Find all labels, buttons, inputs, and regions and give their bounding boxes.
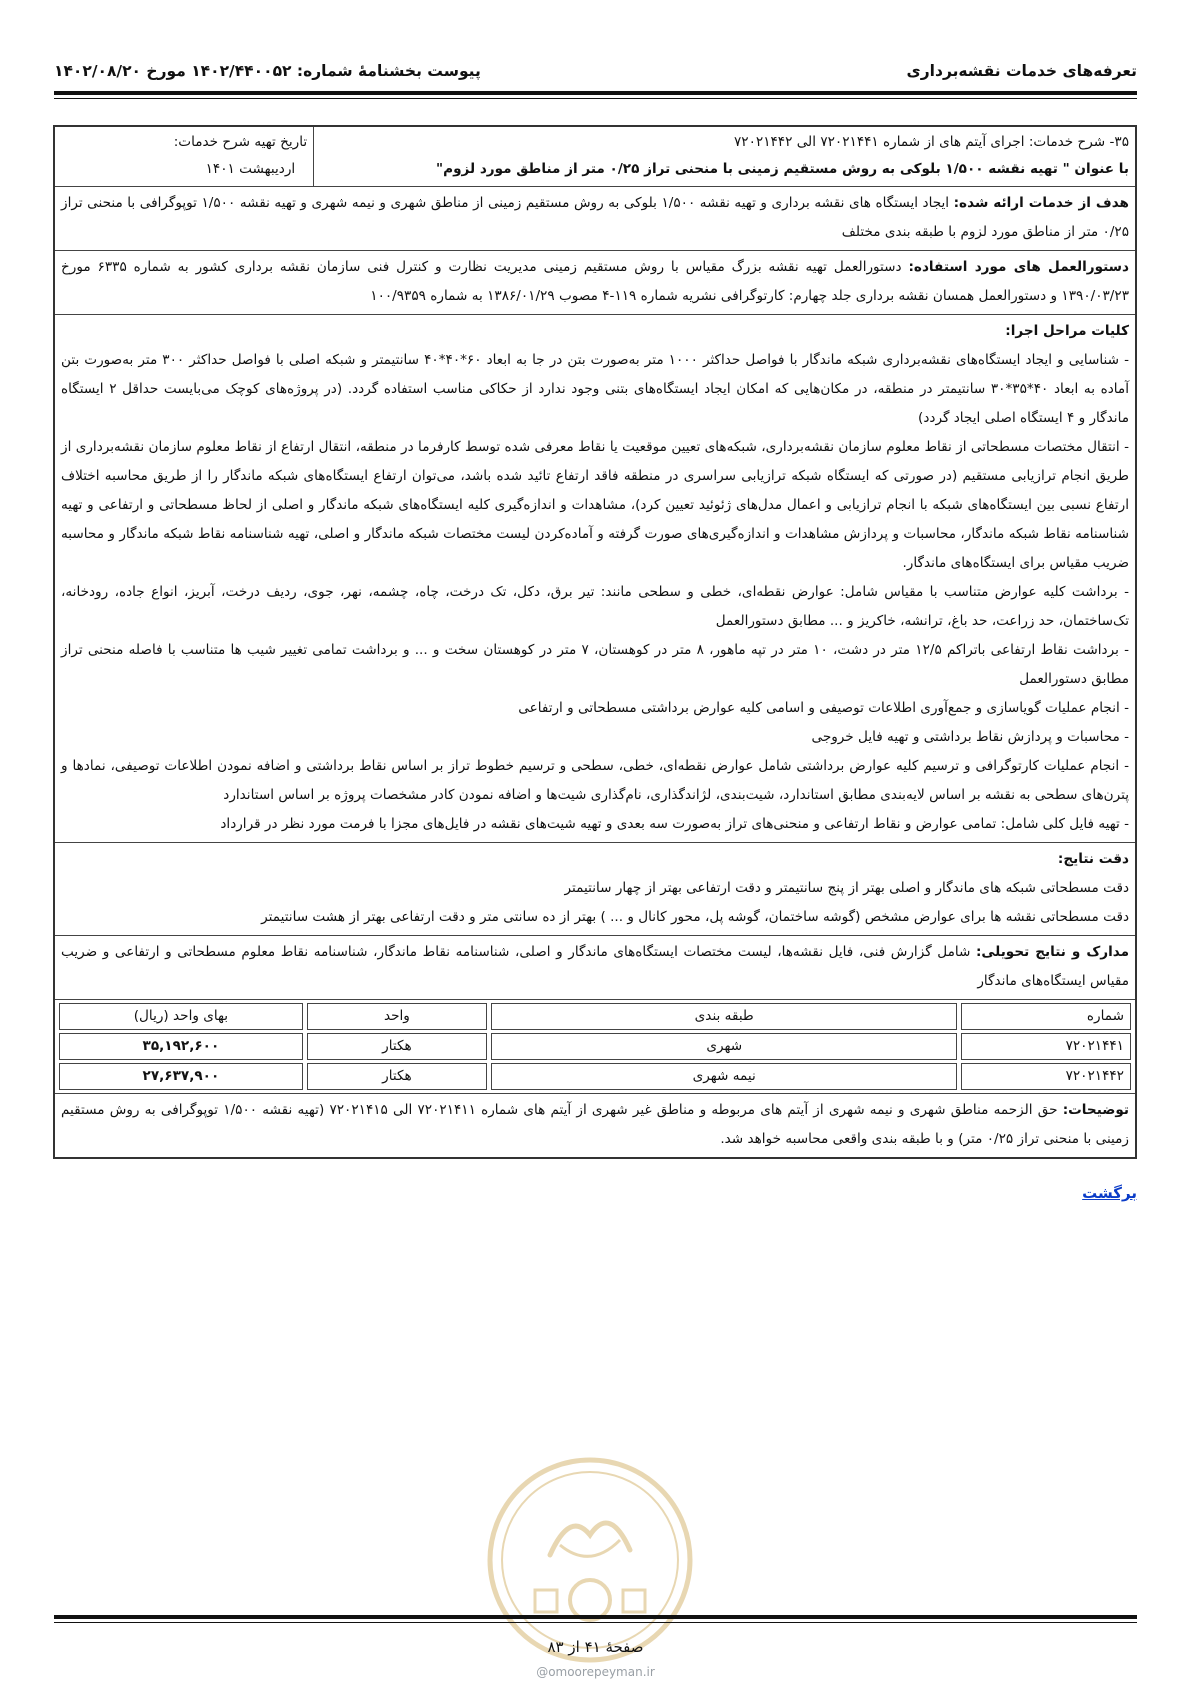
notes-label: توضیحات: xyxy=(1062,1102,1130,1118)
deliverables-text: شامل گزارش فنی، فایل نقشه‌ها، لیست مختصات ایستگاه‌های ماندگار و اصلی، شناسنامه نقاط ماندگار، شناسنامه نقاط معلوم مسطحاتی و ارتفاعی و ضریب مقیاس ایستگاه‌های ماندگار xyxy=(61,944,1129,989)
rates-header-unit: واحد xyxy=(307,1003,487,1030)
header-rule-thin xyxy=(54,98,1137,99)
step-item: - شناسایی و ایجاد ایستگاه‌های نقشه‌برداری شبکه ماندگار با فواصل حداکثر ۱۰۰۰ متر به‌صورت بتن در جا به ابعاد ۶۰*۴۰*۴۰ سانتیمتر و شبکه اصلی با فواصل حداکثر ۳۰۰ متر به‌صورت بتن آماده به ابعاد ۴۰*۳۵*۳۰ سانتیمتر در منطقه، در مکان‌هایی که امکان ایجاد ایستگاه‌های بتنی وجود ندارد از حکاکی مناسب استفاده گردد. (در پروژه‌های کوچک می‌بایست حداقل ۲ ایستگاه ماندگار و ۴ ایستگاه اصلی ایجاد گردد) xyxy=(61,352,1129,426)
rates-header-price: بهای واحد (ریال) xyxy=(59,1003,303,1030)
deliverables-label: مدارک و نتایج تحویلی: xyxy=(975,944,1129,960)
rates-header-number: شماره xyxy=(961,1003,1131,1030)
rate-classification: شهری xyxy=(491,1033,957,1060)
seal-icon xyxy=(480,1450,700,1670)
accuracy-item: دقت مسطحاتی شبکه های ماندگار و اصلی بهتر از پنج سانتیمتر و دقت ارتفاعی بهتر از چهار سانتیمتر xyxy=(564,880,1129,896)
service-number: ۳۵- شرح خدمات: اجرای آیتم های از شماره ۷۲۰۲۱۴۴۱ الی ۷۲۰۲۱۴۴۲ xyxy=(733,134,1129,150)
steps-label: کلیات مراحل اجرا: xyxy=(1005,323,1129,339)
instructions-row xyxy=(54,251,1136,315)
step-item: - انجام عملیات کارتوگرافی و ترسیم کلیه عوارض برداشتی شامل عوارض نقطه‌ای، خطی، سطحی و ترسیم خطوط تراز بر اساس نقاط برداشتی و اضافه نمودن اطلاعات توصیفی، نمادها و پترن‌های سطحی به نقشه بر اساس لایه‌بندی مطابق استاندارد، شیت‌بندی، لژاندگذاری، نام‌گذاری شیت‌ها و اضافه نمودن کادر مشخصات پروژه بر اساس استاندارد xyxy=(61,758,1129,803)
notes-text: حق الزحمه مناطق شهری و نیمه شهری از آیتم های مربوطه و مناطق غیر شهری از آیتم های شماره ۷۲۰۲۱۴۱۱ الی ۷۲۰۲۱۴۱۵ (تهیه نقشه ۱/۵۰۰ توپوگرافی به روش مستقیم زمینی با منحنی تراز ۰/۲۵ متر) و با طبقه بندی واقعی محاسبه خواهد شد. xyxy=(61,1102,1129,1147)
service-description-cell xyxy=(314,126,1136,187)
step-item: - تهیه فایل کلی شامل: تمامی عوارض و نقاط ارتفاعی و منحنی‌های تراز به‌صورت سه بعدی و تهیه شیت‌های نقشه در فایل‌های مجزا با فرمت مورد نظر در قرارداد xyxy=(220,816,1129,832)
deliverables-row xyxy=(54,936,1136,1000)
rates-header-class: طبقه بندی xyxy=(491,1003,957,1030)
notes-cell xyxy=(54,1094,1136,1159)
goal-row xyxy=(54,187,1136,251)
service-table xyxy=(53,125,1137,1159)
instructions-cell xyxy=(54,251,1136,315)
watermark-seal xyxy=(480,1450,700,1670)
header-rule-thick xyxy=(54,91,1137,95)
service-title-row xyxy=(54,126,1136,187)
service-date-value: اردیبهشت ۱۴۰۱ xyxy=(205,161,296,177)
steps-cell xyxy=(54,315,1136,843)
page-header xyxy=(54,58,1137,88)
accuracy-label: دقت نتایج: xyxy=(1057,851,1129,867)
step-item: - انجام عملیات گویاسازی و جمع‌آوری اطلاعات توصیفی و اسامی کلیه عوارض برداشتی مسطحاتی و ارتفاعی xyxy=(518,700,1129,716)
goal-cell xyxy=(54,187,1136,251)
service-date-label: تاریخ تهیه شرح خدمات: xyxy=(173,134,308,150)
rates-row xyxy=(54,1000,1136,1094)
steps-row xyxy=(54,315,1136,843)
goal-label: هدف از خدمات ارائه شده: xyxy=(953,195,1129,211)
goal-text: ایجاد ایستگاه های نقشه برداری و تهیه نقشه ۱/۵۰۰ بلوکی به روش مستقیم زمینی از مناطق شهری و نیمه شهری و تهیه نقشه ۱/۵۰۰ توپوگرافی با منحنی تراز ۰/۲۵ متر از مناطق مورد لزوم با طبقه بندی مختلف xyxy=(61,195,1129,240)
step-item: - انتقال مختصات مسطحاتی از نقاط معلوم سازمان نقشه‌برداری، شبکه‌های تعیین موقعیت یا نقاط معرفی شده توسط کارفرما در منطقه، انتقال ارتفاع از نقاط معلوم سازمان نقشه‌برداری از طریق انجام ترازیابی مستقیم (در صورتی که ایستگاه شبکه ترازیابی سراسری در منطقه فاقد ارتفاع تائید شده باشد، می‌توان ارتفاع ایستگاه‌های شبکه ماندگار را از طریق محاسبه اختلاف ارتفاع نسبی بین ایستگاه‌های شبکه با انجام ترازیابی و اعمال مدل‌های ژئوئید تعیین کرد)، مشاهدات و اندازه‌گیری کلیه ایستگاه‌های شبکه ماندگار و اصلی از لحاظ مسطحاتی و ارتفاعی و تهیه شناسنامه نقاط شبکه ماندگار، محاسبات و پردازش مشاهدات و اندازه‌گیری‌های صورت گرفته و آماده‌کردن لیست مختصات شبکه ماندگار و اصلی، تهیه شناسنامه نقاط شبکه ماندگار و محاسبه ضریب مقیاس برای ایستگاه‌های ماندگار. xyxy=(61,439,1129,571)
document-title: تعرفه‌های خدمات نقشه‌برداری xyxy=(906,62,1137,80)
instructions-label: دستورالعمل های مورد استفاده: xyxy=(908,259,1129,275)
rates-cell xyxy=(54,1000,1136,1094)
step-item: - برداشت کلیه عوارض متناسب با مقیاس شامل: عوارض نقطه‌ای، خطی و سطحی مانند: تیر برق، دکل، تک درخت، چاه، چشمه، نهر، جوی، ردیف درخت، آبریز، انواع جاده، رودخانه، تک‌ساختمان، حد زراعت، حد باغ، ترانشه، خاکریز و ... مطابق دستورالعمل xyxy=(61,584,1129,629)
rate-price: ۳۵,۱۹۲,۶۰۰ xyxy=(59,1033,303,1060)
notes-row xyxy=(54,1094,1136,1159)
accuracy-row xyxy=(54,843,1136,936)
service-date-cell xyxy=(54,126,314,187)
footer-rule-thick xyxy=(54,1615,1137,1619)
site-watermark: @omoorepeyman.ir xyxy=(536,1665,655,1679)
circular-reference: پیوست بخشنامهٔ شماره: ۱۴۰۲/۴۴۰۰۵۲ مورخ ۱۴۰۲/۰۸/۲۰ xyxy=(54,62,481,80)
step-item: - برداشت نقاط ارتفاعی باتراکم ۱۲/۵ متر در دشت، ۱۰ متر در تپه ماهور، ۸ متر در کوهستان، ۷ متر در کوهستان سخت و ... و برداشت تمامی تغییر شیب ها متناسب با فاصله منحنی تراز مطابق دستورالعمل xyxy=(61,642,1129,687)
rate-item-number: ۷۲۰۲۱۴۴۱ xyxy=(961,1033,1131,1060)
table-row xyxy=(59,1063,1131,1090)
rate-classification: نیمه شهری xyxy=(491,1063,957,1090)
rates-table xyxy=(55,1000,1135,1093)
accuracy-item: دقت مسطحاتی نقشه ها برای عوارض مشخص (گوشه ساختمان، گوشه پل، محور کانال و ... ) بهتر از ده سانتی متر و دقت ارتفاعی بهتر از هشت سانتیمتر xyxy=(261,909,1129,925)
back-link[interactable]: برگشت xyxy=(1082,1184,1137,1202)
rate-item-number: ۷۲۰۲۱۴۴۲ xyxy=(961,1063,1131,1090)
rate-unit: هکتار xyxy=(307,1063,487,1090)
table-row xyxy=(59,1033,1131,1060)
accuracy-cell xyxy=(54,843,1136,936)
instructions-text: دستورالعمل تهیه نقشه بزرگ مقیاس با روش مستقیم زمینی مدیریت نظارت و کنترل فنی سازمان نقشه برداری کشور به شماره ۶۳۳۵ مورخ ۱۳۹۰/۰۳/۲۳ و دستورالعمل همسان نقشه برداری جلد چهارم: کارتوگرافی نشریه شماره ۱۱۹-۴ مصوب ۱۳۸۶/۰۱/۲۹ به شماره ۱۰۰/۹۳۵۹ xyxy=(61,259,1129,304)
rate-unit: هکتار xyxy=(307,1033,487,1060)
rate-price: ۲۷,۶۳۷,۹۰۰ xyxy=(59,1063,303,1090)
page-number: صفحهٔ ۴۱ از ۸۳ xyxy=(547,1638,644,1656)
service-title: با عنوان " تهیه نقشه ۱/۵۰۰ بلوکی به روش مستقیم زمینی با منحنی تراز ۰/۲۵ متر از مناطق مورد لزوم" xyxy=(436,161,1129,177)
rates-header-row xyxy=(59,1003,1131,1030)
step-item: - محاسبات و پردازش نقاط برداشتی و تهیه فایل خروجی xyxy=(811,729,1129,745)
deliverables-cell xyxy=(54,936,1136,1000)
footer-rule-thin xyxy=(54,1622,1137,1623)
